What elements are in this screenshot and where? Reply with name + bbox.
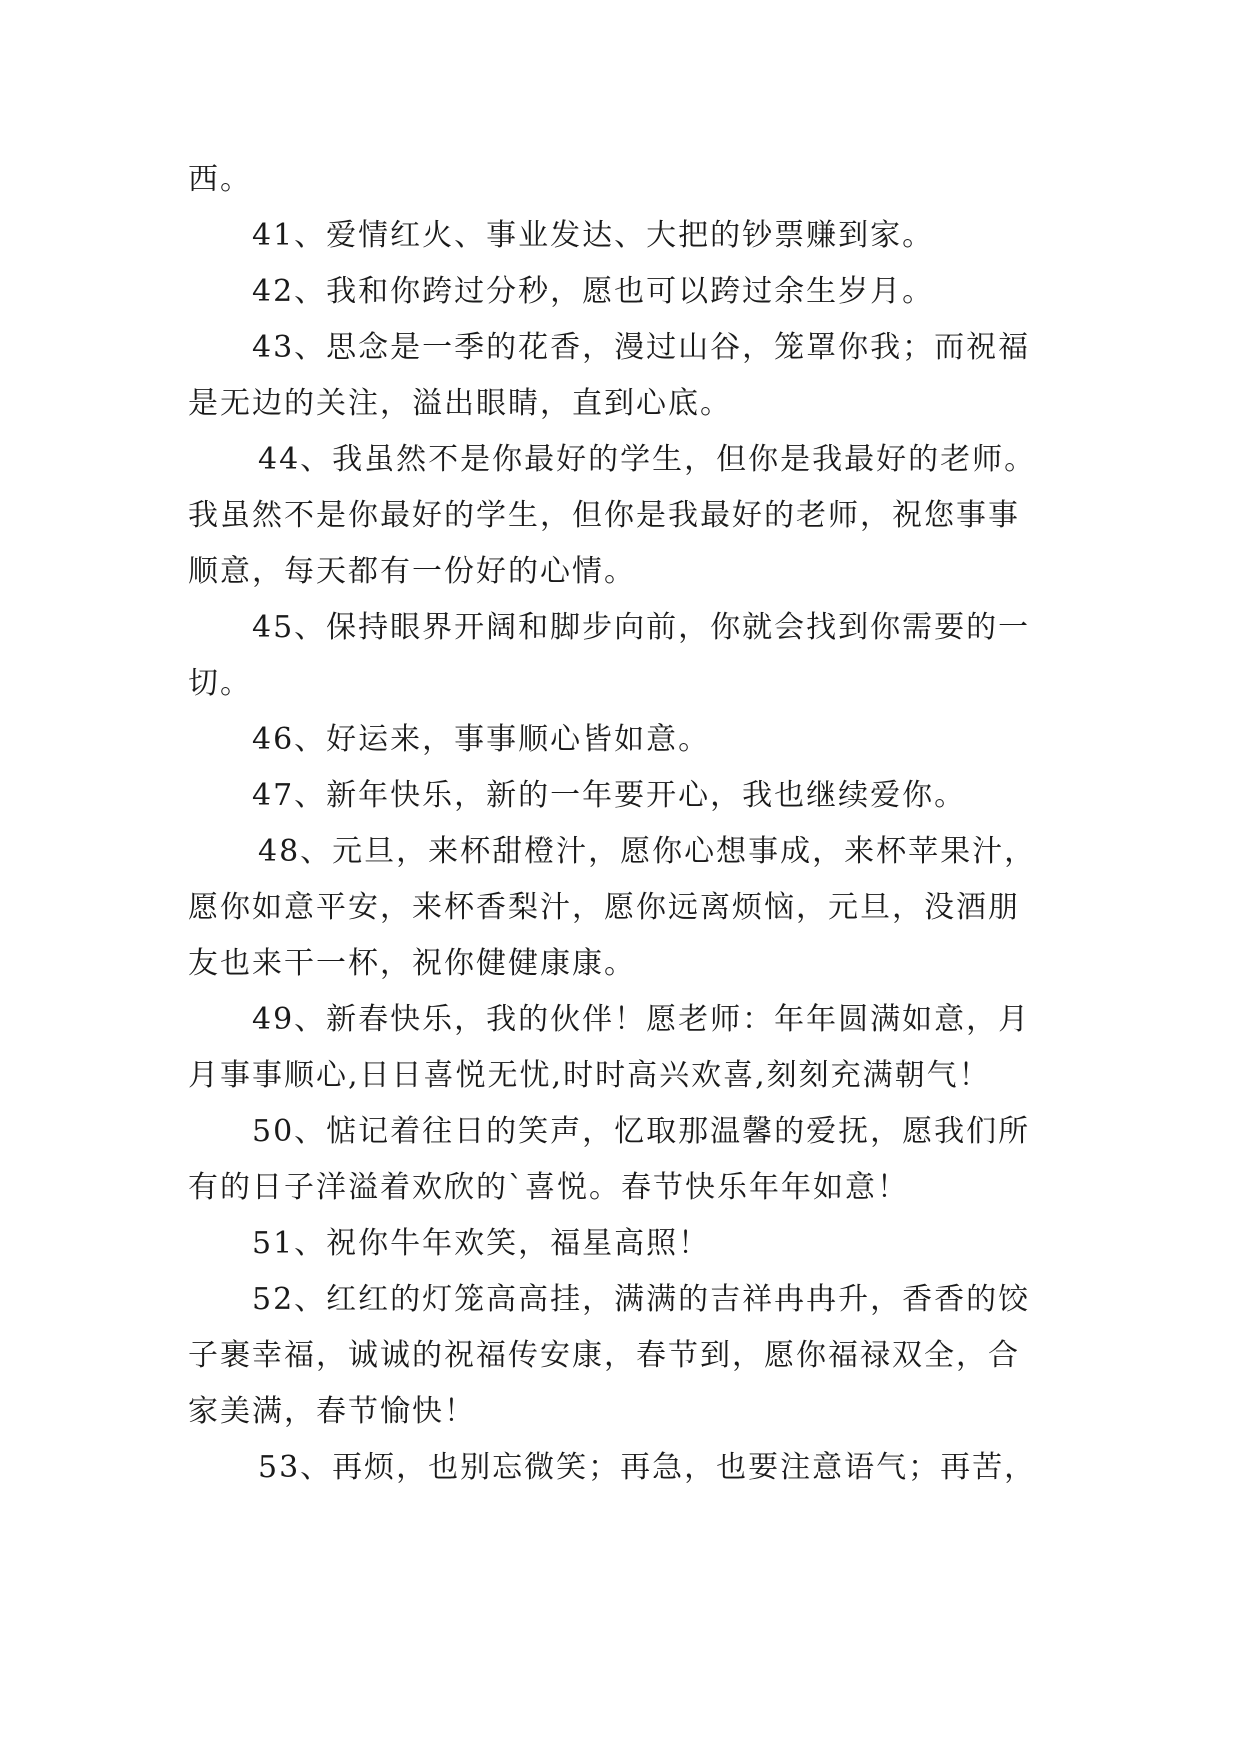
text-line: 友也来干一杯，祝你健健康康。 <box>188 946 636 981</box>
text-line: 41、爱情红火、事业发达、大把的钞票赚到家。 <box>252 218 935 253</box>
text-line: 有的日子洋溢着欢欣的`喜悦。春节快乐年年如意！ <box>188 1170 909 1205</box>
text-line: 51、祝你牛年欢笑，福星高照！ <box>252 1226 711 1261</box>
text-line: 月事事顺心,日日喜悦无忧,时时高兴欢喜,刻刻充满朝气！ <box>188 1058 991 1093</box>
text-line: 是无边的关注，溢出眼睛，直到心底。 <box>188 386 732 421</box>
text-line: 家美满，春节愉快！ <box>188 1394 476 1429</box>
text-line: 50、惦记着往日的笑声，忆取那温馨的爱抚，愿我们所 <box>252 1114 1031 1149</box>
text-line: 48、元旦，来杯甜橙汁，愿你心想事成，来杯苹果汁， <box>258 834 1037 869</box>
text-line: 43、思念是一季的花香，漫过山谷，笼罩你我；而祝福 <box>252 330 1031 365</box>
text-line: 子裹幸福，诚诚的祝福传安康，春节到，愿你福禄双全，合 <box>188 1338 1020 1373</box>
text-line: 53、再烦，也别忘微笑；再急，也要注意语气；再苦， <box>258 1450 1037 1485</box>
text-line: 西。 <box>188 162 252 197</box>
document-body <box>188 152 1068 1496</box>
text-line: 愿你如意平安，来杯香梨汁，愿你远离烦恼，元旦，没酒朋 <box>188 890 1020 925</box>
text-line: 我虽然不是你最好的学生，但你是我最好的老师，祝您事事 <box>188 498 1020 533</box>
text-line: 49、新春快乐，我的伙伴！愿老师：年年圆满如意，月 <box>252 1002 1031 1037</box>
text-line: 52、红红的灯笼高高挂，满满的吉祥冉冉升，香香的饺 <box>252 1282 1031 1317</box>
text-line: 46、好运来，事事顺心皆如意。 <box>252 722 711 757</box>
text-line: 切。 <box>188 666 252 701</box>
text-line: 顺意，每天都有一份好的心情。 <box>188 554 636 589</box>
text-line: 42、我和你跨过分秒，愿也可以跨过余生岁月。 <box>252 274 935 309</box>
text-line: 45、保持眼界开阔和脚步向前，你就会找到你需要的一 <box>252 610 1031 645</box>
text-line: 44、我虽然不是你最好的学生，但你是我最好的老师。 <box>258 442 1037 477</box>
text-line: 47、新年快乐，新的一年要开心，我也继续爱你。 <box>252 778 967 813</box>
